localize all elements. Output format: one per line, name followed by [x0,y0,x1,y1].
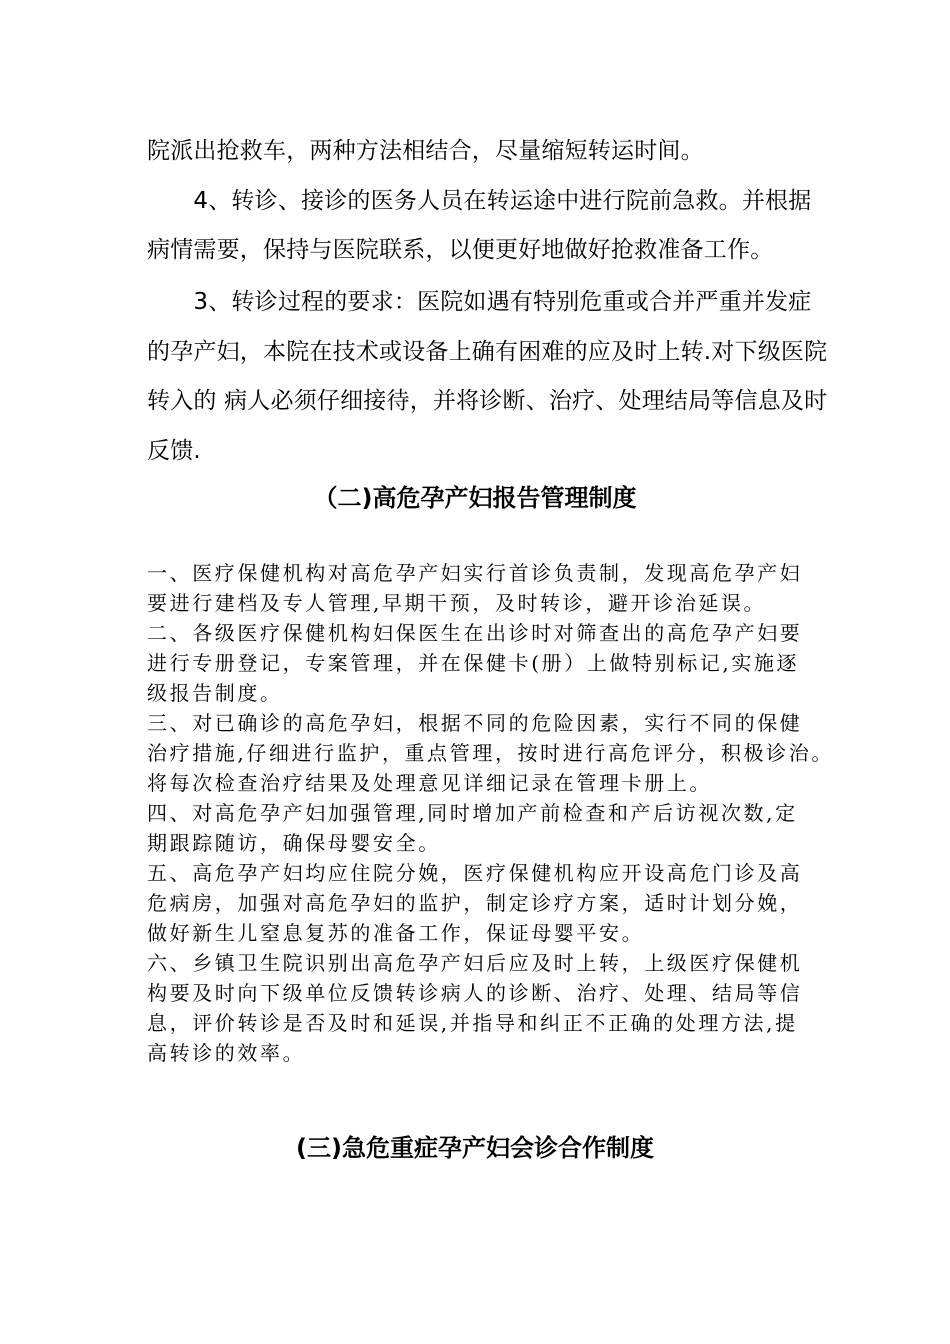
body-line: 转入的 病人必须仔细接待，并将诊断、治疗、处理结局等信息及时 [147,388,828,414]
rule-line: 做好新生儿窒息复苏的准备工作，保证母婴平安。 [147,921,645,945]
rule-line: 期跟踪随访，确保母婴安全。 [147,831,441,855]
rule-line: 高转诊的效率。 [147,1041,306,1065]
rule-line: 级报告制度。 [147,681,283,705]
rule-line: 治疗措施,仔细进行监护，重点管理，按时进行高危评分，积极诊治。 [147,741,834,765]
rule-line: 息，评价转诊是否及时和延误,并指导和纠正不正确的处理方法,提 [147,1011,798,1035]
rule-line: 将每次检查治疗结果及处理意见详细记录在管理卡册上。 [147,771,712,795]
section-heading-consultation: (三)急危重症孕产妇会诊合作制度 [296,1134,654,1162]
rule-line: 二、各级医疗保健机构妇保医生在出诊时对筛查出的高危孕产妇要 [147,621,803,645]
body-line: 4、转诊、接诊的医务人员在转运途中进行院前急救。并根据 [147,188,812,214]
section-heading-reporting: （二)高危孕产妇报告管理制度 [313,484,637,512]
rule-line: 进行专册登记，专案管理，并在保健卡(册）上做特别标记,实施逐 [147,651,800,675]
rule-line: 六、乡镇卫生院识别出高危孕产妇后应及时上转，上级医疗保健机 [147,951,803,975]
body-line: 院派出抢救车，两种方法相结合，尽量缩短转运时间。 [147,138,704,164]
rule-line: 三、对已确诊的高危孕妇，根据不同的危险因素，实行不同的保健 [147,711,803,735]
rule-line: 五、高危孕产妇均应住院分娩，医疗保健机构应开设高危门诊及高 [147,861,803,885]
rule-line: 要进行建档及专人管理,早期干预，及时转诊，避开诊治延误。 [147,591,767,615]
rule-line: 一、医疗保健机构对高危孕产妇实行首诊负责制，发现高危孕产妇 [147,561,803,585]
body-line: 反馈. [147,438,201,464]
body-line: 3、转诊过程的要求：医院如遇有特别危重或合并严重并发症 [147,289,812,315]
body-line: 病情需要，保持与医院联系，以便更好地做好抢救准备工作。 [147,237,774,263]
rule-line: 危病房，加强对高危孕妇的监护，制定诊疗方案，适时计划分娩， [147,891,803,915]
body-line: 的孕产妇，本院在技术或设备上确有困难的应及时上转.对下级医院 [147,339,828,365]
rule-line: 四、对高危孕产妇加强管理,同时增加产前检查和产后访视次数,定 [147,801,798,825]
rule-line: 构要及时向下级单位反馈转诊病人的诊断、治疗、处理、结局等信 [147,981,803,1005]
